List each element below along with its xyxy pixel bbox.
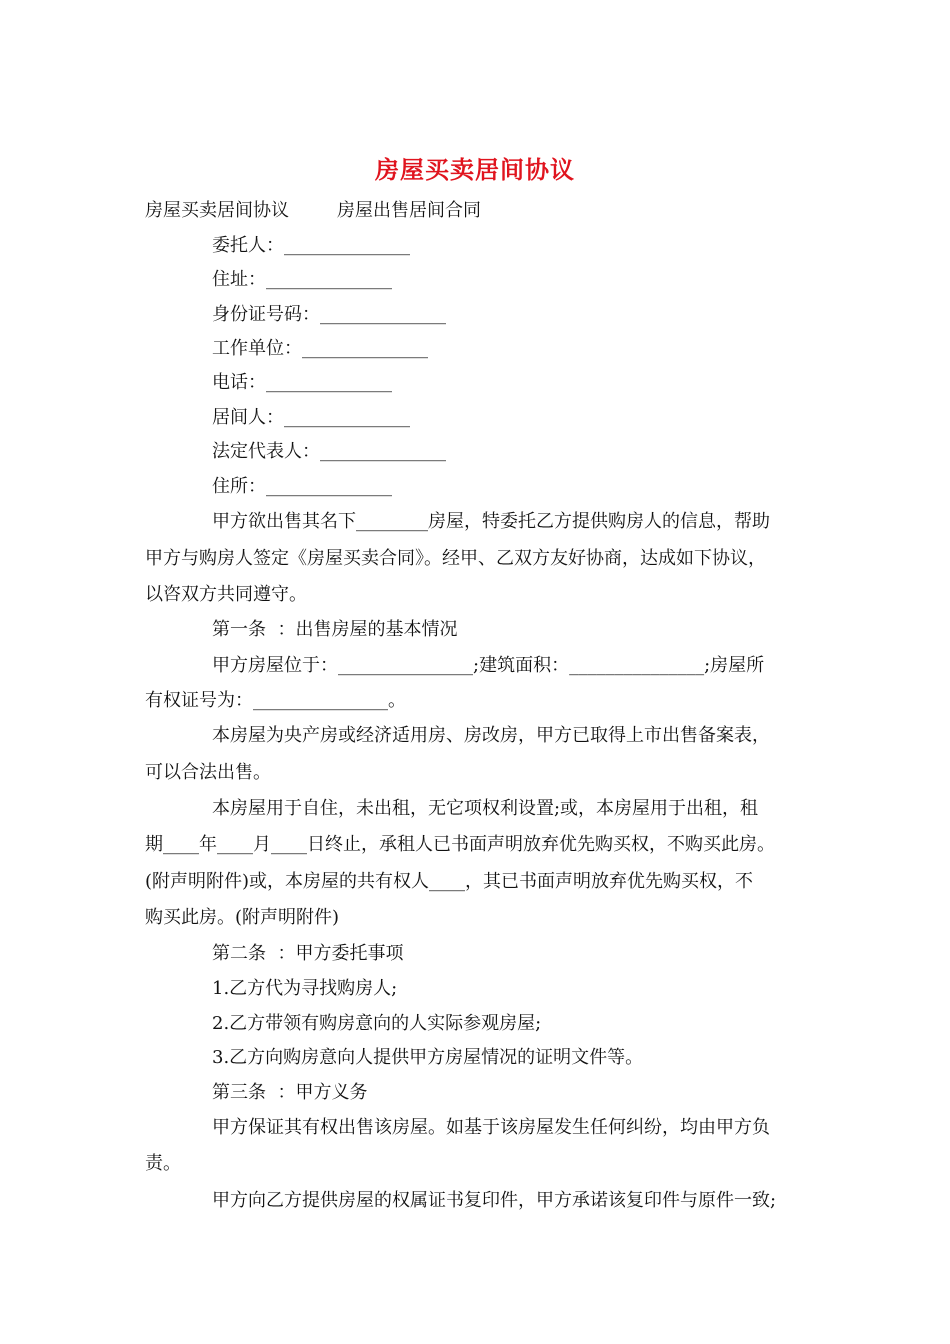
intro-line: 甲方欲出售其名下________房屋，特委托乙方提供购房人的信息，帮助 xyxy=(212,511,770,532)
document-title: 房屋买卖居间协议 xyxy=(375,155,575,184)
article3-paragraph-line: 甲方向乙方提供房屋的权属证书复印件，甲方承诺该复印件与原件一致; xyxy=(212,1190,777,1211)
field-phone: 电话：______________ xyxy=(212,372,392,393)
article3-paragraph-line: 责。 xyxy=(145,1153,181,1174)
article2-item: 3.乙方向购房意向人提供甲方房屋情况的证明文件等。 xyxy=(212,1047,644,1068)
field-legal-rep: 法定代表人：______________ xyxy=(212,441,446,462)
article2-item: 1.乙方代为寻找购房人; xyxy=(212,978,398,999)
article1-paragraph-line: (附声明附件)或，本房屋的共有权人____，其已书面声明放弃优先购买权，不 xyxy=(145,871,754,892)
article1-paragraph-line: 购买此房。(附声明附件) xyxy=(145,907,340,928)
field-address: 住址：______________ xyxy=(212,269,392,290)
field-client: 委托人：______________ xyxy=(212,235,410,256)
subtitle-right: 房屋出售居间合同 xyxy=(337,200,481,221)
field-id-number: 身份证号码：______________ xyxy=(212,304,446,325)
article1-paragraph-line: 可以合法出售。 xyxy=(145,762,271,783)
article1-heading: 第一条 ：出售房屋的基本情况 xyxy=(212,619,458,640)
article1-paragraph-line: 本房屋为央产房或经济适用房、房改房，甲方已取得上市出售备案表， xyxy=(212,725,770,746)
field-broker: 居间人：______________ xyxy=(212,407,410,428)
subtitle-left: 房屋买卖居间协议 xyxy=(145,200,289,221)
article2-heading: 第二条 ：甲方委托事项 xyxy=(212,943,404,964)
intro-line: 以咨双方共同遵守。 xyxy=(145,584,307,605)
article2-item: 2.乙方带领有购房意向的人实际参观房屋; xyxy=(212,1013,542,1034)
article3-paragraph-line: 甲方保证其有权出售该房屋。如基于该房屋发生任何纠纷，均由甲方负 xyxy=(212,1117,770,1138)
field-employer: 工作单位：______________ xyxy=(212,338,428,359)
article1-paragraph-line: 有权证号为：_______________。 xyxy=(145,690,406,711)
article1-paragraph-line: 期____年____月____日终止，承租人已书面声明放弃优先购买权，不购买此房。 xyxy=(145,834,775,855)
field-residence: 住所：______________ xyxy=(212,476,392,497)
article3-heading: 第三条 ：甲方义务 xyxy=(212,1082,368,1103)
article1-paragraph-line: 本房屋用于自住，未出租，无它项权利设置;或，本房屋用于出租，租 xyxy=(212,798,759,819)
intro-line: 甲方与购房人签定《房屋买卖合同》。经甲、乙双方友好协商，达成如下协议， xyxy=(145,548,766,569)
subtitle-line xyxy=(145,199,481,223)
article1-paragraph-line: 甲方房屋位于：_______________;建筑面积：_______________;房屋所 xyxy=(212,655,765,676)
